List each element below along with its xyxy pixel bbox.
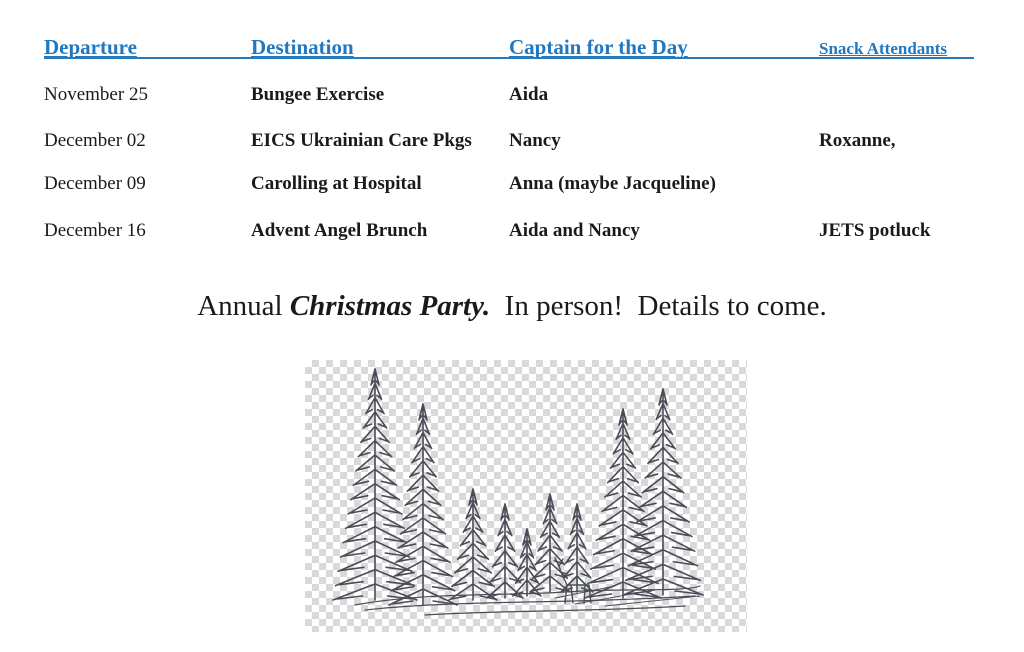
cell-destination: Bungee Exercise bbox=[251, 84, 385, 105]
cell-captain: Aida and Nancy bbox=[509, 220, 640, 241]
table-row bbox=[0, 220, 1024, 250]
cell-departure: November 25 bbox=[44, 84, 148, 105]
table-row bbox=[0, 173, 1024, 203]
announcement-emphasis: Christmas Party. bbox=[289, 290, 491, 322]
cell-snack: JETS potluck bbox=[819, 220, 931, 241]
pine-tree-small bbox=[561, 504, 593, 592]
announcement-prefix: Annual bbox=[197, 290, 290, 322]
header-departure: Departure bbox=[44, 35, 137, 59]
pine-tree-left-mid bbox=[389, 404, 457, 605]
cell-captain: Anna (maybe Jacqueline) bbox=[509, 173, 716, 194]
cell-captain: Aida bbox=[509, 84, 549, 105]
winter-forest-illustration bbox=[305, 360, 747, 632]
header-snack-attendants: Snack Attendants bbox=[819, 39, 948, 58]
header-underline-rule bbox=[44, 57, 974, 59]
schedule-header-row bbox=[0, 0, 1024, 62]
cell-departure: December 02 bbox=[44, 130, 146, 151]
cell-snack: Roxanne, bbox=[819, 130, 896, 151]
pine-tree-small bbox=[487, 504, 523, 598]
pine-tree-left-tall bbox=[333, 369, 417, 600]
cell-destination: Carolling at Hospital bbox=[251, 173, 422, 194]
cell-departure: December 09 bbox=[44, 173, 146, 194]
cell-destination: EICS Ukrainian Care Pkgs bbox=[251, 130, 472, 151]
header-captain: Captain for the Day bbox=[509, 35, 688, 59]
cell-captain: Nancy bbox=[509, 130, 561, 151]
forest-sketch-svg bbox=[305, 360, 747, 632]
cell-destination: Advent Angel Brunch bbox=[251, 220, 428, 241]
announcement-suffix: In person! Details to come. bbox=[490, 290, 827, 322]
party-announcement bbox=[0, 290, 1024, 323]
cell-departure: December 16 bbox=[44, 220, 146, 241]
table-row bbox=[0, 84, 1024, 114]
header-destination: Destination bbox=[251, 35, 354, 59]
table-row bbox=[0, 130, 1024, 160]
pine-tree-small bbox=[449, 489, 497, 600]
